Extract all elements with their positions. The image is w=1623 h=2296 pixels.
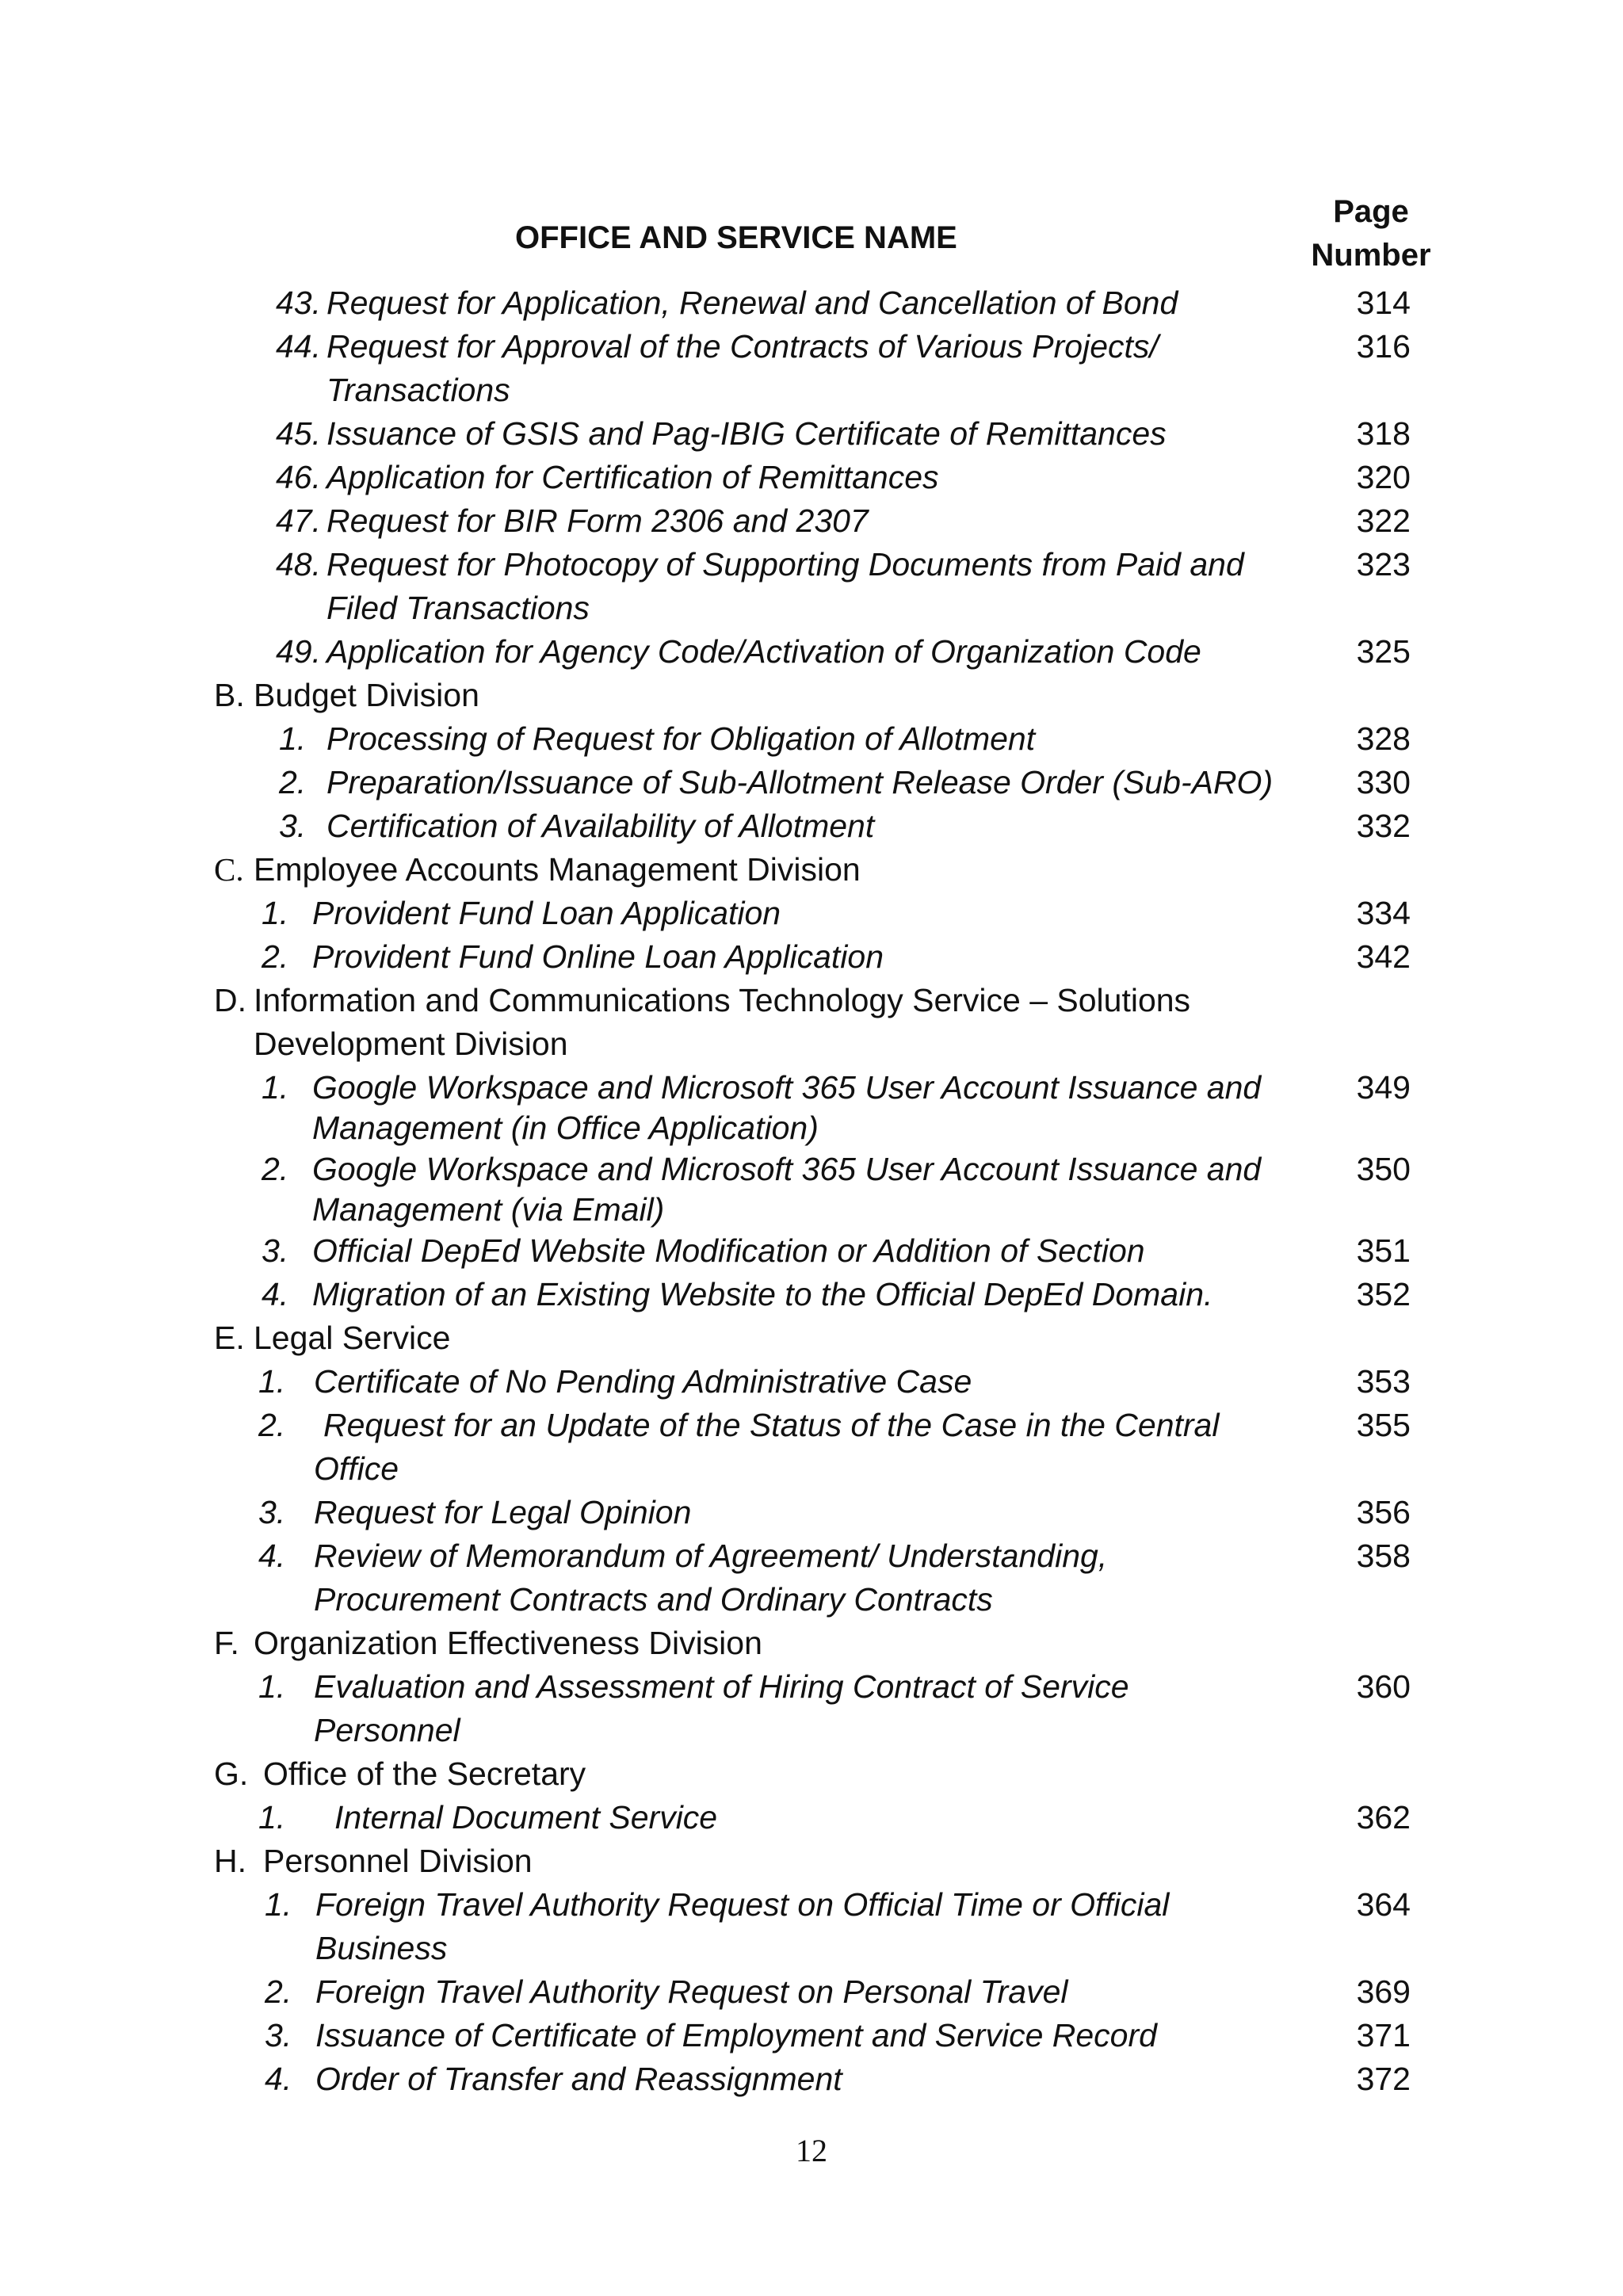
item-page: 371 [1356, 2017, 1411, 2053]
item-page: 362 [1356, 1799, 1411, 1836]
item-number: 3. [258, 1494, 286, 1530]
item-title: Processing of Request for Obligation of Allotment [327, 720, 1036, 757]
page-col-line2: Number [1311, 238, 1431, 273]
item-title: Official DepEd Website Modification or Addition of Section [312, 1232, 1145, 1269]
item-title: Google Workspace and Microsoft 365 User Account Issuance and [312, 1069, 1262, 1106]
item-number: 48. [276, 546, 321, 583]
section-name: Organization Effectiveness Division [254, 1625, 762, 1661]
item-page: 349 [1356, 1069, 1411, 1106]
column-title-page-number [1300, 190, 1442, 277]
section-letter: E. [214, 1320, 245, 1356]
section-name: Personnel Division [263, 1843, 533, 1879]
item-number: 1. [258, 1363, 286, 1400]
item-title: Issuance of GSIS and Pag-IBIG Certificate of Remittances [327, 415, 1167, 452]
item-number: 2. [258, 1407, 286, 1443]
item-title-line2: Personnel [314, 1712, 460, 1748]
column-title-service-name: OFFICE AND SERVICE NAME [515, 220, 957, 255]
item-title: Request for an Update of the Status of the Case in the Central [323, 1407, 1220, 1443]
item-number: 1. [262, 1069, 289, 1106]
item-number: 4. [258, 1538, 286, 1574]
item-number: 4. [265, 2061, 292, 2097]
item-title: Migration of an Existing Website to the Official DepEd Domain. [312, 1276, 1213, 1312]
section-name: Employee Accounts Management Division [254, 851, 861, 888]
item-number: 3. [279, 808, 307, 844]
section-letter: G. [214, 1755, 249, 1792]
item-title: Provident Fund Loan Application [312, 895, 781, 931]
item-title: Application for Agency Code/Activation of Organization Code [327, 633, 1201, 670]
section-name: Budget Division [254, 677, 479, 713]
section-letter: H. [214, 1843, 246, 1879]
item-title-line2: Business [315, 1930, 448, 1966]
item-number: 4. [262, 1276, 289, 1312]
item-page: 353 [1356, 1363, 1411, 1400]
item-title-line2: Management (in Office Application) [312, 1110, 819, 1146]
item-title: Review of Memorandum of Agreement/ Understanding, [314, 1538, 1108, 1574]
item-number: 1. [265, 1886, 292, 1923]
item-page: 314 [1356, 285, 1411, 321]
item-number: 44. [276, 328, 321, 365]
item-page: 320 [1356, 459, 1411, 495]
item-title-line2: Management (via Email) [312, 1191, 665, 1228]
item-title: Certification of Availability of Allotment [327, 808, 875, 844]
item-page: 369 [1356, 1973, 1411, 2010]
item-page: 372 [1356, 2061, 1411, 2097]
item-number: 2. [262, 938, 289, 975]
item-title: Request for Legal Opinion [314, 1494, 692, 1530]
item-title: Foreign Travel Authority Request on Official Time or Official [315, 1886, 1170, 1923]
item-title: Certificate of No Pending Administrative Case [314, 1363, 972, 1400]
section-letter: D. [214, 982, 246, 1018]
item-title: Request for BIR Form 2306 and 2307 [327, 502, 869, 539]
section-letter: C. [214, 851, 244, 888]
item-title-line2: Filed Transactions [327, 590, 590, 626]
item-page: 318 [1356, 415, 1411, 452]
item-number: 49. [276, 633, 321, 670]
item-page: 352 [1356, 1276, 1411, 1312]
section-letter: B. [214, 677, 245, 713]
item-page: 330 [1356, 764, 1411, 800]
item-page: 325 [1356, 633, 1411, 670]
item-number: 2. [279, 764, 307, 800]
section-name: Legal Service [254, 1320, 451, 1356]
item-page: 355 [1356, 1407, 1411, 1443]
item-title-line2: Office [314, 1450, 399, 1487]
item-number: 1. [258, 1799, 286, 1836]
item-page: 364 [1356, 1886, 1411, 1923]
item-title: Internal Document Service [334, 1799, 718, 1836]
item-page: 332 [1356, 808, 1411, 844]
item-page: 328 [1356, 720, 1411, 757]
item-title: Request for Approval of the Contracts of Various Projects/ [327, 328, 1159, 365]
page-number-footer: 12 [796, 2133, 827, 2168]
item-number: 1. [262, 895, 289, 931]
item-page: 316 [1356, 328, 1411, 365]
item-title-line2: Procurement Contracts and Ordinary Contracts [314, 1581, 993, 1618]
item-number: 1. [258, 1668, 286, 1705]
item-title: Provident Fund Online Loan Application [312, 938, 884, 975]
item-number: 3. [262, 1232, 289, 1269]
item-page: 358 [1356, 1538, 1411, 1574]
item-title: Application for Certification of Remittances [327, 459, 939, 495]
item-page: 334 [1356, 895, 1411, 931]
page-col-line1: Page [1333, 194, 1409, 229]
item-title: Foreign Travel Authority Request on Personal Travel [315, 1973, 1068, 2010]
item-number: 2. [262, 1151, 289, 1187]
item-title-line2: Transactions [327, 372, 510, 408]
item-number: 45. [276, 415, 321, 452]
item-title: Order of Transfer and Reassignment [315, 2061, 842, 2097]
item-number: 43. [276, 285, 321, 321]
section-name: Office of the Secretary [263, 1755, 586, 1792]
item-number: 3. [265, 2017, 292, 2053]
item-page: 351 [1356, 1232, 1411, 1269]
item-number: 46. [276, 459, 321, 495]
item-page: 350 [1356, 1151, 1411, 1187]
toc-header [0, 190, 1623, 285]
item-title: Request for Photocopy of Supporting Documents from Paid and [327, 546, 1244, 583]
item-number: 2. [265, 1973, 292, 2010]
section-name: Information and Communications Technology Service – Solutions [254, 982, 1191, 1018]
item-title: Preparation/Issuance of Sub-Allotment Release Order (Sub-ARO) [327, 764, 1274, 800]
item-page: 323 [1356, 546, 1411, 583]
item-page: 360 [1356, 1668, 1411, 1705]
item-number: 1. [279, 720, 307, 757]
item-title: Google Workspace and Microsoft 365 User Account Issuance and [312, 1151, 1262, 1187]
section-name-line2: Development Division [254, 1026, 568, 1062]
item-title: Evaluation and Assessment of Hiring Contract of Service [314, 1668, 1129, 1705]
item-number: 47. [276, 502, 321, 539]
section-letter: F. [214, 1625, 239, 1661]
item-page: 356 [1356, 1494, 1411, 1530]
item-page: 342 [1356, 938, 1411, 975]
item-page: 322 [1356, 502, 1411, 539]
item-title: Issuance of Certificate of Employment and Service Record [315, 2017, 1157, 2053]
item-title: Request for Application, Renewal and Cancellation of Bond [327, 285, 1178, 321]
